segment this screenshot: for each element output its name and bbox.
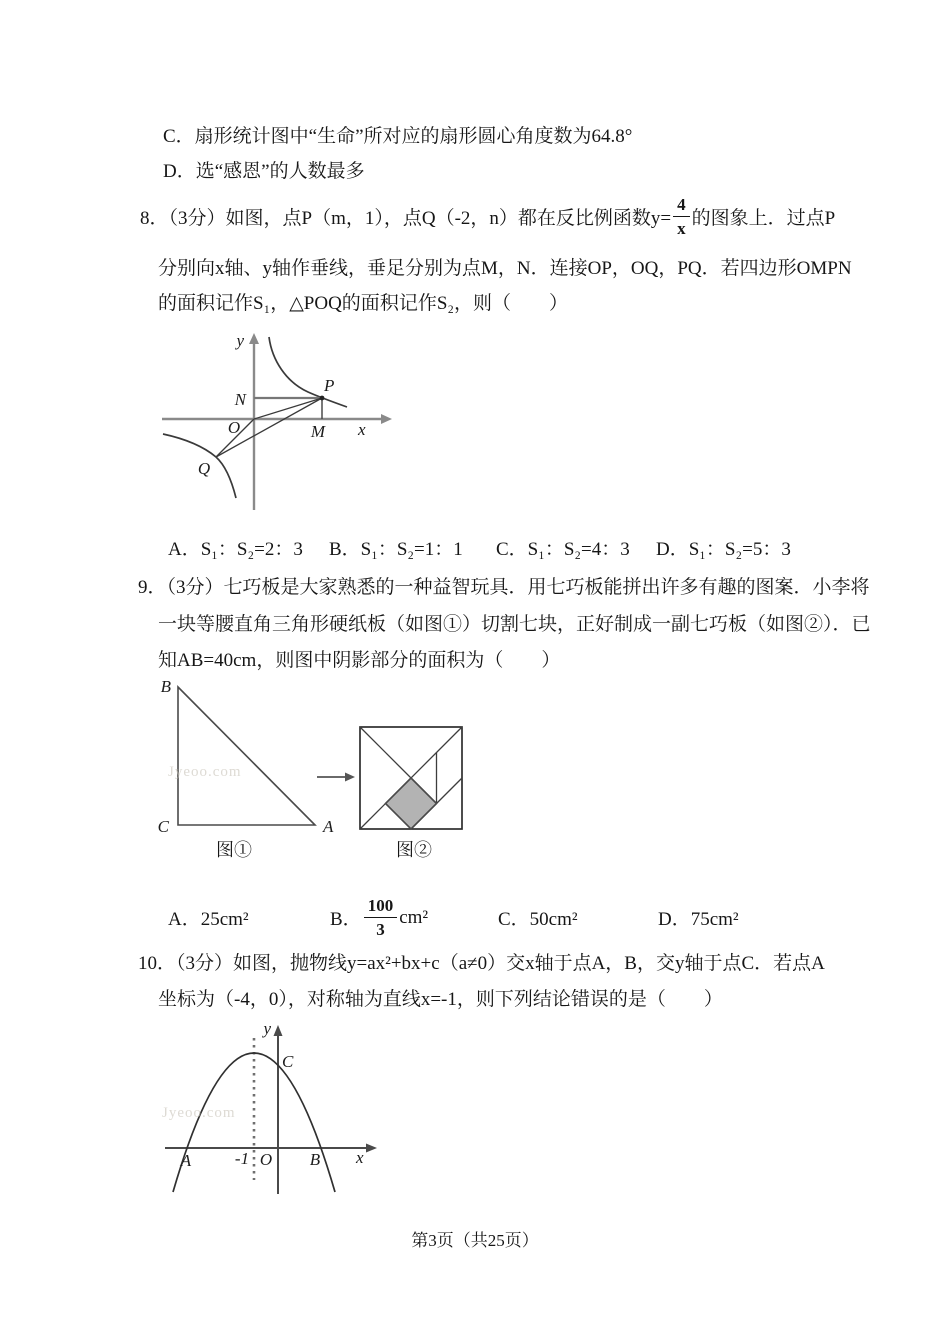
- x-axis-arrow-icon: [381, 414, 392, 424]
- q9-option-d-text: D．75cm²: [658, 909, 739, 930]
- label-point-q: Q: [197, 459, 211, 478]
- q8-line-2: 分别向x轴、y轴作垂线，垂足分别为点M，N．连接OP，OQ，PQ．若四边形OMPN: [158, 258, 852, 279]
- label-point-c: C: [282, 1052, 294, 1071]
- right-arrow-head-icon: [345, 773, 355, 782]
- label-origin: O: [227, 418, 241, 437]
- fraction-denominator: 3: [376, 920, 385, 939]
- hyperbola-branch-quadrant1: [269, 337, 347, 407]
- x-axis-arrow-icon: [366, 1144, 377, 1153]
- label-point-b: B: [160, 677, 171, 696]
- label-x-axis: x: [358, 420, 366, 439]
- label-point-a: A: [180, 1151, 192, 1170]
- q8-line-1-post: 的图象上．过点P: [691, 207, 836, 229]
- figure1-caption: 图①: [216, 840, 252, 860]
- label-point-m: M: [310, 422, 326, 441]
- q8-option-a: A．S₁：S₂=2：3: [168, 539, 303, 560]
- q8-option-c: C．S₁：S₂=4：3: [496, 539, 630, 560]
- option-d-line: D．选“感恩”的人数最多: [163, 161, 365, 182]
- label-minus-one: -1: [234, 1149, 250, 1168]
- q9-line-2: 一块等腰直角三角形硬纸板（如图①）切割七块，正好制成一副七巧板（如图②）．已: [158, 614, 871, 635]
- label-point-n: N: [234, 390, 246, 409]
- q9-line-1: 9．（3分）七巧板是大家熟悉的一种益智玩具．用七巧板能拼出许多有趣的图案．小李将: [138, 577, 870, 598]
- q9-line-3: 知AB=40cm，则图中阴影部分的面积为（ ）: [158, 650, 561, 671]
- label-point-b: B: [309, 1150, 321, 1169]
- watermark: Jyeoo.com: [162, 1105, 236, 1121]
- q9-option-b-unit: cm²: [399, 906, 429, 928]
- q8-option-b: B．S₁：S₂=1：1: [329, 539, 463, 560]
- q9-option-b-label: B．: [330, 909, 362, 930]
- q8-figure-hyperbola: [158, 332, 403, 517]
- q8-line-1: [140, 190, 835, 242]
- q8-option-d: D．S₁：S₂=5：3: [656, 539, 791, 560]
- q9-option-d: [658, 890, 739, 945]
- label-x-axis: x: [356, 1148, 364, 1167]
- segment-op: [254, 398, 322, 419]
- y-axis-arrow-icon: [274, 1025, 283, 1036]
- fraction-numerator: 4: [673, 196, 690, 217]
- q8-line-1-pre: 8．（3分）如图，点P（m，1），点Q（-2，n）都在反比例函数y=: [140, 207, 672, 229]
- q9-option-a: [168, 890, 249, 945]
- label-point-c: C: [157, 817, 169, 836]
- q9-option-c: [498, 890, 578, 945]
- q10-line-1: 10．（3分）如图，抛物线y=ax²+bx+c（a≠0）交x轴于点A，B，交y轴于点C．若点A: [138, 953, 825, 974]
- q9-option-b: [330, 890, 428, 945]
- page-footer: 第3页（共25页）: [411, 1231, 539, 1250]
- fraction-numerator: 100: [364, 897, 398, 918]
- q9-option-c-text: C．50cm²: [498, 909, 578, 930]
- label-y-axis: y: [263, 1019, 271, 1038]
- isosceles-right-triangle: [178, 687, 315, 825]
- label-y-axis: y: [236, 331, 244, 350]
- point-p-dot: [320, 396, 325, 401]
- q8-line-3: 的面积记作S₁，△POQ的面积记作S₂，则（ ）: [158, 293, 569, 314]
- label-point-a: A: [323, 817, 334, 836]
- label-origin: O: [259, 1150, 273, 1169]
- q10-line-2: 坐标为（-4，0），对称轴为直线x=-1，则下列结论错误的是（ ）: [158, 989, 723, 1010]
- watermark: Jyeoo.com: [168, 764, 242, 780]
- y-axis-arrow-icon: [249, 333, 259, 344]
- option-c-line: C．扇形统计图中“生命”所对应的扇形圆心角度数为64.8°: [163, 126, 633, 147]
- q8-inline-fraction: [673, 196, 690, 237]
- shaded-square-piece: [386, 778, 437, 829]
- q9-figure-tangram: [155, 678, 480, 838]
- label-point-p: P: [324, 376, 335, 395]
- q9-option-b-fraction: [364, 897, 398, 938]
- fraction-denominator: x: [677, 218, 686, 238]
- q9-option-a-text: A．25cm²: [168, 909, 249, 930]
- figure2-caption: 图②: [396, 840, 432, 860]
